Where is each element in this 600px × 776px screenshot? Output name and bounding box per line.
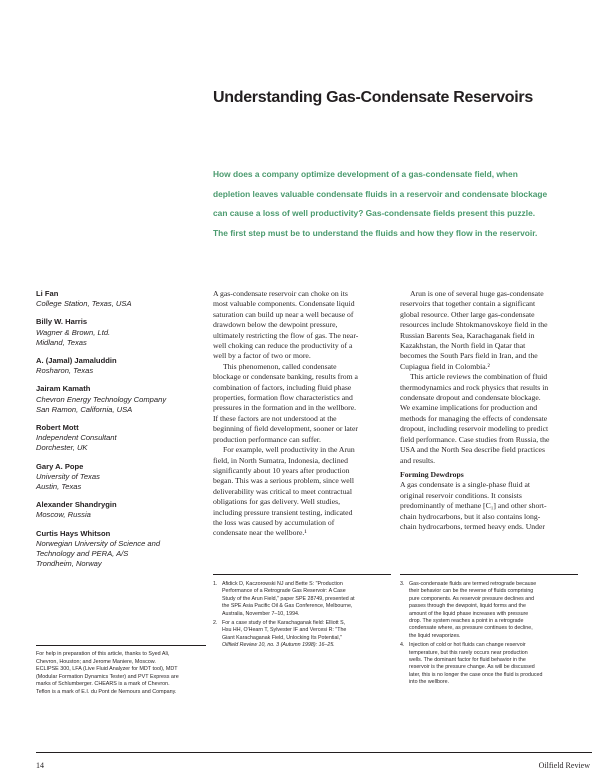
author-entry (36, 529, 206, 570)
body-line: predominantly of methane [C₁] and other short- (400, 501, 547, 511)
footnote-line: later, this is no longer the case once the fluid is produced (409, 671, 543, 678)
deck-line: The first step must be to understand the fluids and how they flow in the reservoir. (213, 227, 538, 238)
author-name: Billy W. Harris (36, 317, 88, 327)
note-line: For help in preparation of this article, thanks to Syed Ali, (36, 651, 170, 657)
footnote-line: amount of the liquid phase increases with pressure (409, 610, 529, 617)
footnote-line: Injection of cold or hot fluids can change reservoir (409, 642, 526, 649)
author-entry (36, 384, 206, 415)
footnotes-right (400, 581, 578, 689)
body-line: properties, formation flow characteristics and (213, 393, 353, 403)
author-affiliation: Moscow, Russia (36, 510, 91, 520)
body-line: obligations for gas delivery. Well studies, (213, 497, 341, 507)
body-line: combination of factors, including fluid phase (213, 382, 352, 392)
footnote-line: reservoir is the pressure change. As will be discussed (409, 664, 535, 671)
footnote-divider (213, 574, 391, 575)
author-entry (36, 500, 206, 520)
author-affiliation: Norwegian University of Science and (36, 538, 161, 548)
body-line: beginning of field development, sooner or later (213, 424, 358, 434)
body-line: A gas condensate is a single-phase fluid at (400, 480, 531, 490)
footnote-number: 3. (400, 581, 405, 587)
author-name: A. (Jamal) Jamaluddin (36, 356, 117, 366)
author-affiliation: San Ramon, California, USA (36, 404, 133, 414)
author-name: Curtis Hays Whitson (36, 528, 111, 538)
author-name: Alexander Shandrygin (36, 500, 117, 510)
footnote-line: the SPE Asia Pacific Oil & Gas Conference, Melbourne, (222, 603, 353, 610)
footnote-line: Gas-condensate fluids are termed retrograde because (409, 581, 537, 587)
footnote-number: 1. (213, 581, 218, 587)
body-line: saturation can build up near a well because of (213, 309, 354, 319)
acknowledgment-note (36, 645, 206, 696)
body-line: original reservoir conditions. It consists (400, 490, 522, 500)
deck-line: How does a company optimize development of a gas-condensate field, when (213, 169, 518, 179)
section-heading: Forming Dewdrops (400, 469, 464, 479)
footnote-line: pure components. As reservoir pressure declines and (409, 595, 535, 602)
deck-line: depletion leaves valuable condensate fluids in a reservoir and condensate blockage (213, 188, 548, 199)
body-line: well by a factor of two or more. (213, 351, 311, 361)
note-line: marks of Schlumberger. CHEARS is a mark of Chevron. (36, 681, 170, 687)
body-line: This phenomenon, called condensate (223, 361, 337, 371)
body-line: resources include Shtokmanovskoye field in the (400, 320, 548, 330)
author-name: Gary A. Pope (36, 461, 84, 471)
note-line: ECLIPSE 300, LFA (Live Fluid Analyzer for MDT tool), MDT (36, 666, 178, 672)
body-line: This article reviews the combination of fluid (410, 372, 548, 382)
deck-line: can cause a loss of well productivity? Gas-condensate fields present this puzzle. (213, 208, 536, 218)
note-line: Teflon is a mark of E.I. du Pont de Nemours and Company. (36, 688, 177, 695)
author-affiliation: Austin, Texas (36, 482, 82, 492)
author-affiliation: Rosharon, Texas (36, 366, 94, 376)
note-line: (Modular Formation Dynamics Tester) and PVT Express are (36, 673, 179, 680)
footnote-line: drop. The system reaches a point in a retrograde (409, 618, 524, 625)
author-entry (36, 462, 206, 493)
body-line: deliverability was critical to meet contractual (213, 486, 352, 496)
body-line: USA and the North Sea describe field practices (400, 445, 545, 455)
body-line: condensate dropout and condensate blockage. (400, 393, 541, 403)
footer-divider (36, 752, 592, 753)
footnote-number: 4. (400, 642, 405, 649)
author-name: Robert Mott (36, 423, 79, 433)
body-line: chain hydrocarbons, but it also contains long- (400, 511, 541, 521)
footnote-line: condensate where, as pressure continues to decline, (409, 625, 533, 632)
body-line: well choking can reduce the productivity of a (213, 341, 353, 351)
author-affiliation: University of Texas (36, 471, 100, 481)
author-affiliation: Midland, Texas (36, 337, 87, 347)
author-entry (36, 356, 206, 376)
body-line: global resource. Other large gas-condensate (400, 309, 535, 319)
body-line: For example, well productivity in the Arun (223, 445, 355, 455)
page-number: 14 (36, 761, 44, 770)
body-line: We examine implications for production and (400, 403, 538, 413)
footnote-line: their behavior can be the reverse of fluids comprising (409, 588, 534, 595)
body-line: Cupiagua field in Colombia.² (400, 361, 490, 371)
body-line: Russian Barents Sea, Karachaganak field in (400, 330, 535, 340)
body-line: condensate near the wellbore.¹ (213, 528, 307, 538)
body-line: most valuable components. Condensate liquid (213, 299, 355, 309)
author-affiliation: Independent Consultant (36, 433, 117, 443)
body-column-right (400, 289, 578, 532)
footnote-line: wells. The dominant factor for fluid behavior in the (409, 657, 526, 664)
footnote-line: temperature, but this rarely occurs near production (409, 649, 528, 656)
body-line: dropout, including reservoir modeling to predict (400, 424, 549, 434)
body-line: field performance. Case studies from Russia, the (400, 434, 550, 444)
footnote-line: passes through the dewpoint, liquid forms and the (409, 603, 526, 610)
author-affiliation: Chevron Energy Technology Company (36, 394, 167, 404)
deck-paragraph (213, 165, 591, 243)
footnote-line: into the wellbore. (409, 679, 450, 686)
body-line: methods for managing the effects of condensate (400, 413, 548, 423)
body-line: reservoirs that together contain a significant (400, 299, 536, 309)
body-line: field, in North Sumatra, Indonesia, declined (213, 455, 348, 465)
body-line: production performance can suffer. (213, 434, 321, 444)
body-line: Kazakhstan, the North field in Qatar that (400, 341, 526, 351)
footnote (400, 581, 578, 640)
footnote-line: Performance of a Retrograde Gas Reservoir: A Case (222, 588, 346, 595)
body-line: drawdown below the dewpoint pressure, (213, 320, 338, 330)
body-line: Arun is one of several huge gas-condensate (410, 289, 544, 298)
footnote-divider (400, 574, 578, 575)
author-entry (36, 317, 206, 348)
footnote-line: Oilfield Review 10, no. 3 (Autumn 1998): 16–25. (222, 642, 335, 649)
body-line: thermodynamics and rock physics that results in (400, 382, 549, 392)
footnote-number: 2. (213, 620, 218, 627)
footnote (213, 581, 391, 618)
body-line: and results. (400, 455, 436, 465)
author-affiliation: Technology and PERA, A/S (36, 549, 129, 559)
author-entry (36, 289, 206, 309)
footnote-line: For a case study of the Karachaganak field: Elliott S, (222, 620, 346, 627)
journal-name: Oilfield Review (538, 761, 590, 770)
footnote-line: Afidick D, Kaczorowski NJ and Bette S: "Production (222, 581, 343, 587)
author-affiliation: Trondheim, Norway (36, 559, 102, 569)
footnote-line: Hsu HH, O'Hearn T, Sylvester IF and Vercesi R: "The (222, 627, 347, 634)
body-line: began. This was a serious problem, since well (213, 476, 354, 486)
footnote-line: Australia, November 7–10, 1994. (222, 610, 300, 617)
body-line: blockage or condensate banking, results from a (213, 372, 358, 382)
author-list (36, 289, 206, 577)
body-line: If these factors are not understood at the (213, 413, 337, 423)
author-name: Jairam Kamath (36, 384, 91, 394)
body-line: significantly about 10 years after production (213, 465, 350, 475)
body-column-left (213, 289, 391, 539)
footnote-line: Study of the Arun Field," paper SPE 28749, presented at (222, 595, 355, 602)
body-line: pressures in the formation and in the wellbore. (213, 403, 357, 413)
body-line: the loss was caused by accumulation of (213, 517, 335, 527)
footnote-line: Giant Karachaganak Field, Unlocking Its Potential," (222, 634, 342, 641)
footnote (400, 642, 578, 686)
author-entry (36, 423, 206, 454)
body-line: including pressure transient testing, indicated (213, 507, 353, 517)
note-line: Chevron, Houston; and Jerome Maniere, Moscow. (36, 658, 156, 665)
article-title: Understanding Gas-Condensate Reservoirs (213, 89, 533, 106)
body-line: becomes the South Pars field in Iran, and the (400, 351, 538, 361)
body-line: chain hydrocarbons, termed heavy ends. Under (400, 521, 545, 531)
footnote (213, 620, 391, 650)
body-line: A gas-condensate reservoir can choke on its (213, 289, 348, 298)
author-name: Li Fan (36, 289, 59, 298)
footnotes-left (213, 581, 391, 652)
author-affiliation: Dorchester, UK (36, 443, 88, 453)
author-affiliation: Wagner & Brown, Ltd. (36, 327, 111, 337)
body-line: ultimately restricting the flow of gas. The near- (213, 330, 359, 340)
footnote-line: the liquid revaporizes. (409, 632, 461, 639)
author-affiliation: College Station, Texas, USA (36, 299, 132, 309)
